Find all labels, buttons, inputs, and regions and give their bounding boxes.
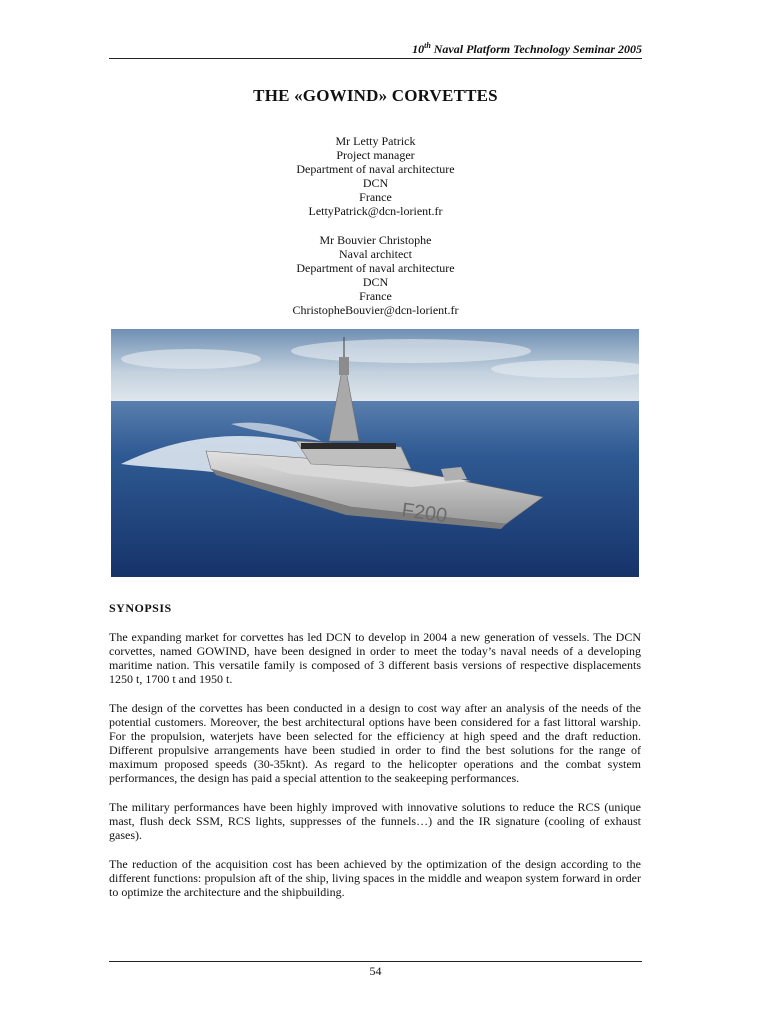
hull-number: F200 [400, 499, 449, 528]
corvette-photo [111, 329, 639, 577]
author-role: Naval architect [339, 246, 412, 261]
author-2 [109, 233, 642, 318]
author-department: Department of naval architecture [296, 162, 455, 177]
author-block [109, 134, 642, 317]
author-role: Project manager [336, 148, 415, 163]
paragraph: The military performances have been highly improved with innovative solutions to reduce the RCS (unique mast, flush deck SSM, RCS lights, suppresses of the funnels…) and the IR signature (cooling of exhaust gases). [109, 799, 641, 843]
author-1 [109, 134, 642, 219]
author-email[interactable]: LettyPatrick@dcn-lorient.fr [308, 204, 443, 219]
paragraph: The expanding market for corvettes has led DCN to develop in 2004 a new generation of vessels. The DCN corvettes, named GOWIND, have been designed in order to meet the today’s naval needs of a developing maritime nation. This versatile family is composed of 3 different basis versions of respective displacements 1250 t, 1700 t and 1950 t. [109, 630, 641, 687]
author-org: DCN [362, 274, 389, 289]
footer-rule [109, 961, 642, 962]
author-email[interactable]: ChristopheBouvier@dcn-lorient.fr [292, 303, 459, 318]
page-number: 54 [369, 964, 382, 978]
author-name: Mr Letty Patrick [335, 134, 416, 148]
synopsis-body [109, 630, 641, 914]
running-header [109, 41, 642, 57]
author-name: Mr Bouvier Christophe [319, 232, 432, 247]
header-rule [109, 58, 642, 59]
header-title: Naval Platform Technology Seminar 2005 [430, 42, 642, 56]
synopsis-heading: SYNOPSIS [109, 601, 172, 615]
header-number: 10 [412, 42, 425, 56]
paragraph: The design of the corvettes has been conducted in a design to cost way after an analysis of the needs of the potential customers. Moreover, the best architectural options have been considered for a fast littoral warship. For the propulsion, waterjets have been selected for the efficiency at high speed and the draft reduction. Different propulsive arrangements have been studied in order to find the best solutions for the range of maximum proposed speeds (30-35knt). As regard to the helicopter operations and the combat system performances, the design has paid a special attention to the seakeeping performances. [109, 700, 641, 786]
author-country: France [359, 288, 392, 303]
paper-title: THE «GOWIND» CORVETTES [253, 86, 498, 105]
paragraph: The reduction of the acquisition cost has been achieved by the optimization of the design according to the different functions: propulsion aft of the ship, living spaces in the middle and weapon system forward in order to optimize the architecture and the shipbuilding. [109, 856, 641, 899]
header-superscript: th [424, 41, 431, 50]
author-department: Department of naval architecture [296, 260, 455, 275]
author-country: France [359, 190, 392, 205]
author-org: DCN [362, 176, 389, 191]
